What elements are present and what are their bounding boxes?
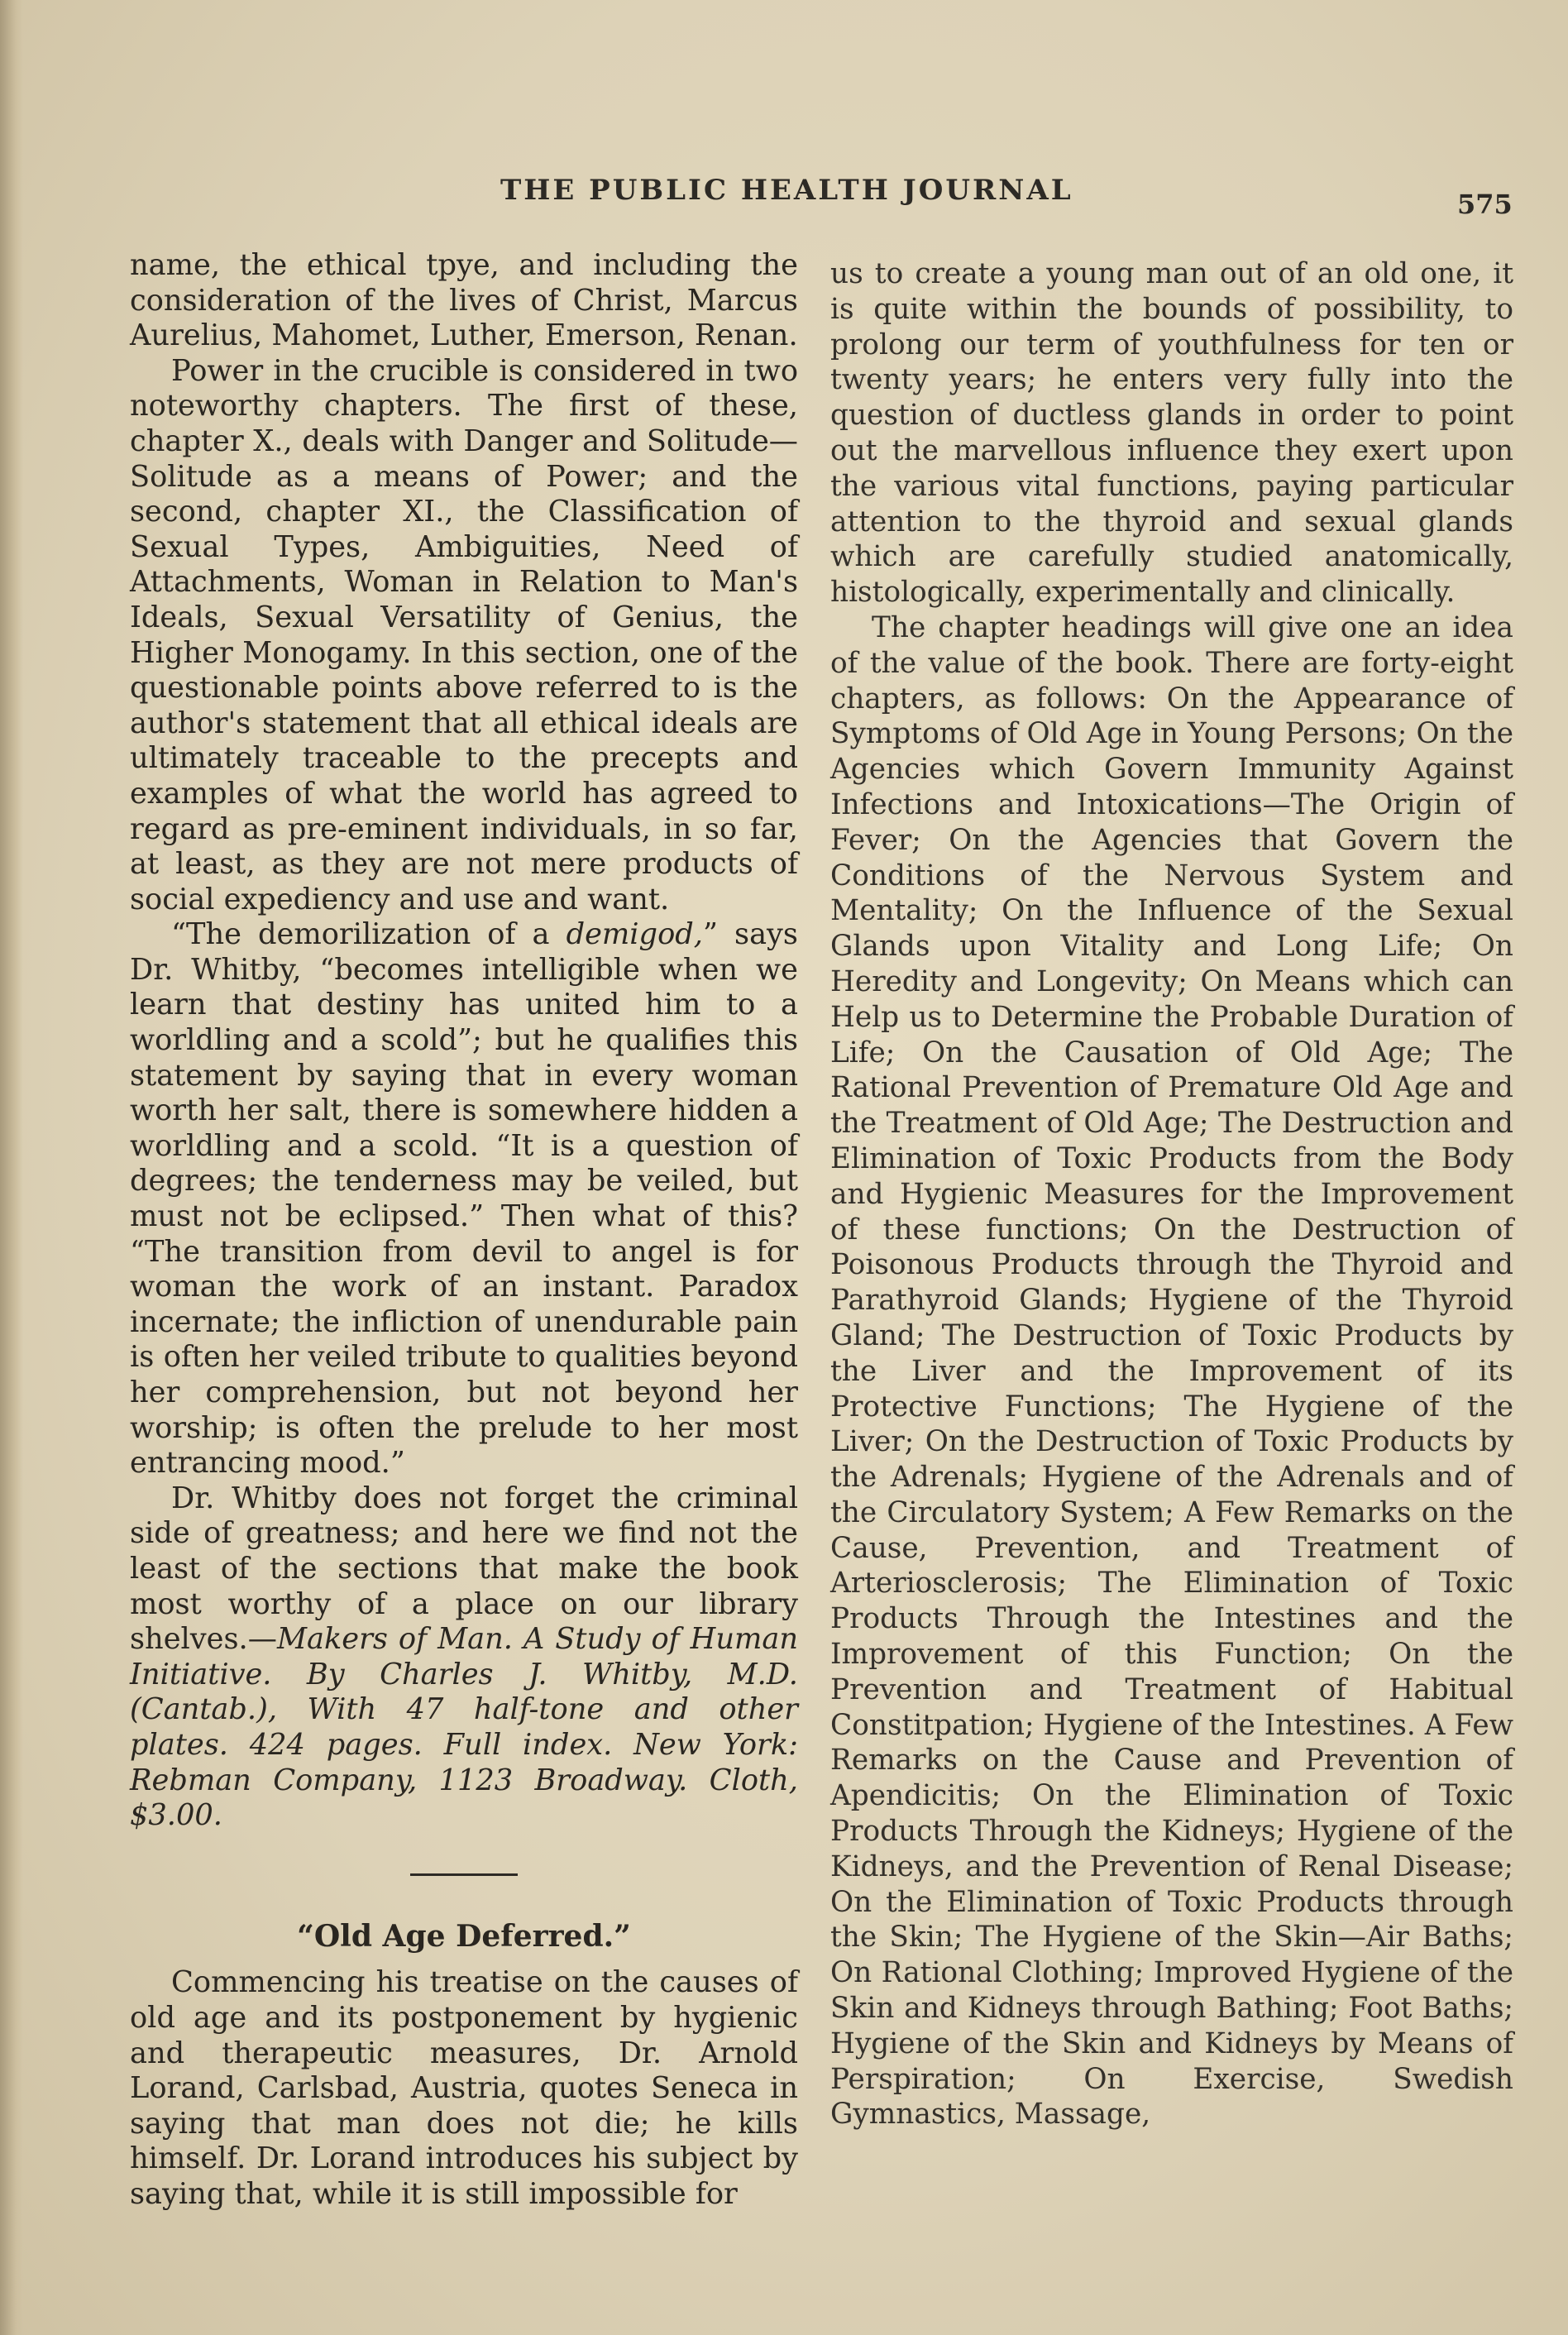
left-column (130, 248, 798, 2212)
paragraph (130, 1481, 798, 1834)
page-number: 575 (1457, 189, 1513, 220)
text-span: ” says Dr. Whitby, “becomes intelligible when we learn that destiny has united him to a worldling and a scold”; but he qualifies this statement by saying that in every woman worth her salt, there is somewhere hidden a worldling and a scold. “It is a question of degrees; the tenderness may be veiled, but must not be eclipsed.” Then what of this? “The transition from devil to angel is for woman the work of an instant. Paradox incernate; the infliction of unendurable pain is often her veiled tribute to qualities beyond her comprehension, but not beyond her worship; is often the prelude to her most entrancing mood.” (130, 917, 798, 1481)
text-span: “The demorilization of a (171, 917, 566, 952)
page-spine-shadow (0, 0, 23, 2335)
book-citation: Makers of Man. A Study of Human Initiative. By Charles J. Whitby, M.D. (Cantab.), With 47 half-tone and other plates. 424 pages. Full index. New York: Rebman Company, 1123 Broadway. Cloth, $3.00. (130, 1622, 798, 1833)
paragraph: us to create a young man out of an old one, it is quite within the bounds of possibility, to prolong our term of youthfulness for ten or twenty years; he enters very fully into the question of ductless glands in order to point out the marvellous influence they exert upon the various vital functions, paying particular attention to the thyroid and sexual glands which are carefully studied anatomically, histologically, experimentally and clinically. (830, 257, 1513, 610)
paragraph: name, the ethical tpye, and including the consideration of the lives of Christ, Marcus Aurelius, Mahomet, Luther, Emerson, Renan. (130, 248, 798, 353)
section-divider (410, 1873, 518, 1876)
italic-text: demigod, (566, 917, 703, 952)
right-column (830, 256, 1513, 2132)
paragraph: Power in the crucible is considered in two noteworthy chapters. The first of these, chapter X., deals with Danger and Solitude—Solitude as a means of Power; and the second, chapter XI., the Classification of Sexual Types, Ambiguities, Need of Attachments, Woman in Relation to Man's Ideals, Sexual Versatility of Genius, the Higher Monogamy. In this section, one of the questionable points above referred to is the author's statement that all ethical ideals are ultimately traceable to the precepts and examples of what the world has agreed to regard as pre-eminent individuals, in so far, at least, as they are not mere products of social expediency and use and want. (130, 353, 798, 916)
paragraph: Commencing his treatise on the causes of old age and its postponement by hygienic and therapeutic measures, Dr. Arnold Lorand, Carlsbad, Austria, quotes Seneca in saying that man does not die; he kills himself. Dr. Lorand introduces his subject by saying that, while it is still impossible for (130, 1965, 798, 2211)
paragraph: The chapter headings will give one an idea of the value of the book. There are forty-eight chapters, as follows: On the Appearance of Symptoms of Old Age in Young Persons; On the Agencies which Govern Immunity Against Infections and Intoxications—The Origin of Fever; On the Agencies that Govern the Conditions of the Nervous System and Mentality; On the Influence of the Sexual Glands upon Vitality and Long Life; On Heredity and Longevity; On Means which can Help us to Determine the Probable Duration of Life; On the Causation of Old Age; The Rational Prevention of Premature Old Age and the Treatment of Old Age; The Destruction and Elimination of Toxic Products from the Body and Hygienic Measures for the Improvement of these functions; On the Destruction of Poisonous Products through the Thyroid and Parathyroid Glands; Hygiene of the Thyroid Gland; The Destruction of Toxic Products by the Liver and the Improvement of its Protective Functions; The Hygiene of the Liver; On the Destruction of Toxic Products by the Adrenals; Hygiene of the Adrenals and of the Circulatory System; A Few Remarks on the Cause, Prevention, and Treatment of Arteriosclerosis; The Elimination of Toxic Products Through the Intestines and the Improvement of this Function; On the Prevention and Treatment of Habitual Constitpation; Hygiene of the Intestines. A Few Remarks on the Cause and Prevention of Apendicitis; On the Elimination of Toxic Products Through the Kidneys; Hygiene of the Kidneys, and the Prevention of Renal Disease; On the Elimination of Toxic Products through the Skin; The Hygiene of the Skin—Air Baths; On Rational Clothing; Improved Hygiene of the Skin and Kidneys through Bathing; Foot Baths; Hygiene of the Skin and Kidneys by Means of Perspiration; On Exercise, Swedish Gymnastics, Massage, (830, 610, 1513, 2132)
section-heading: “Old Age Deferred.” (297, 1918, 631, 1954)
text-span: Dr. Whitby does not forget the criminal side of greatness; and here we find not the least of the sections that make the book most worthy of a place on our library shelves.— (130, 1481, 798, 1657)
paragraph (130, 917, 798, 1481)
running-header-title: THE PUBLIC HEALTH JOURNAL (500, 174, 1073, 207)
